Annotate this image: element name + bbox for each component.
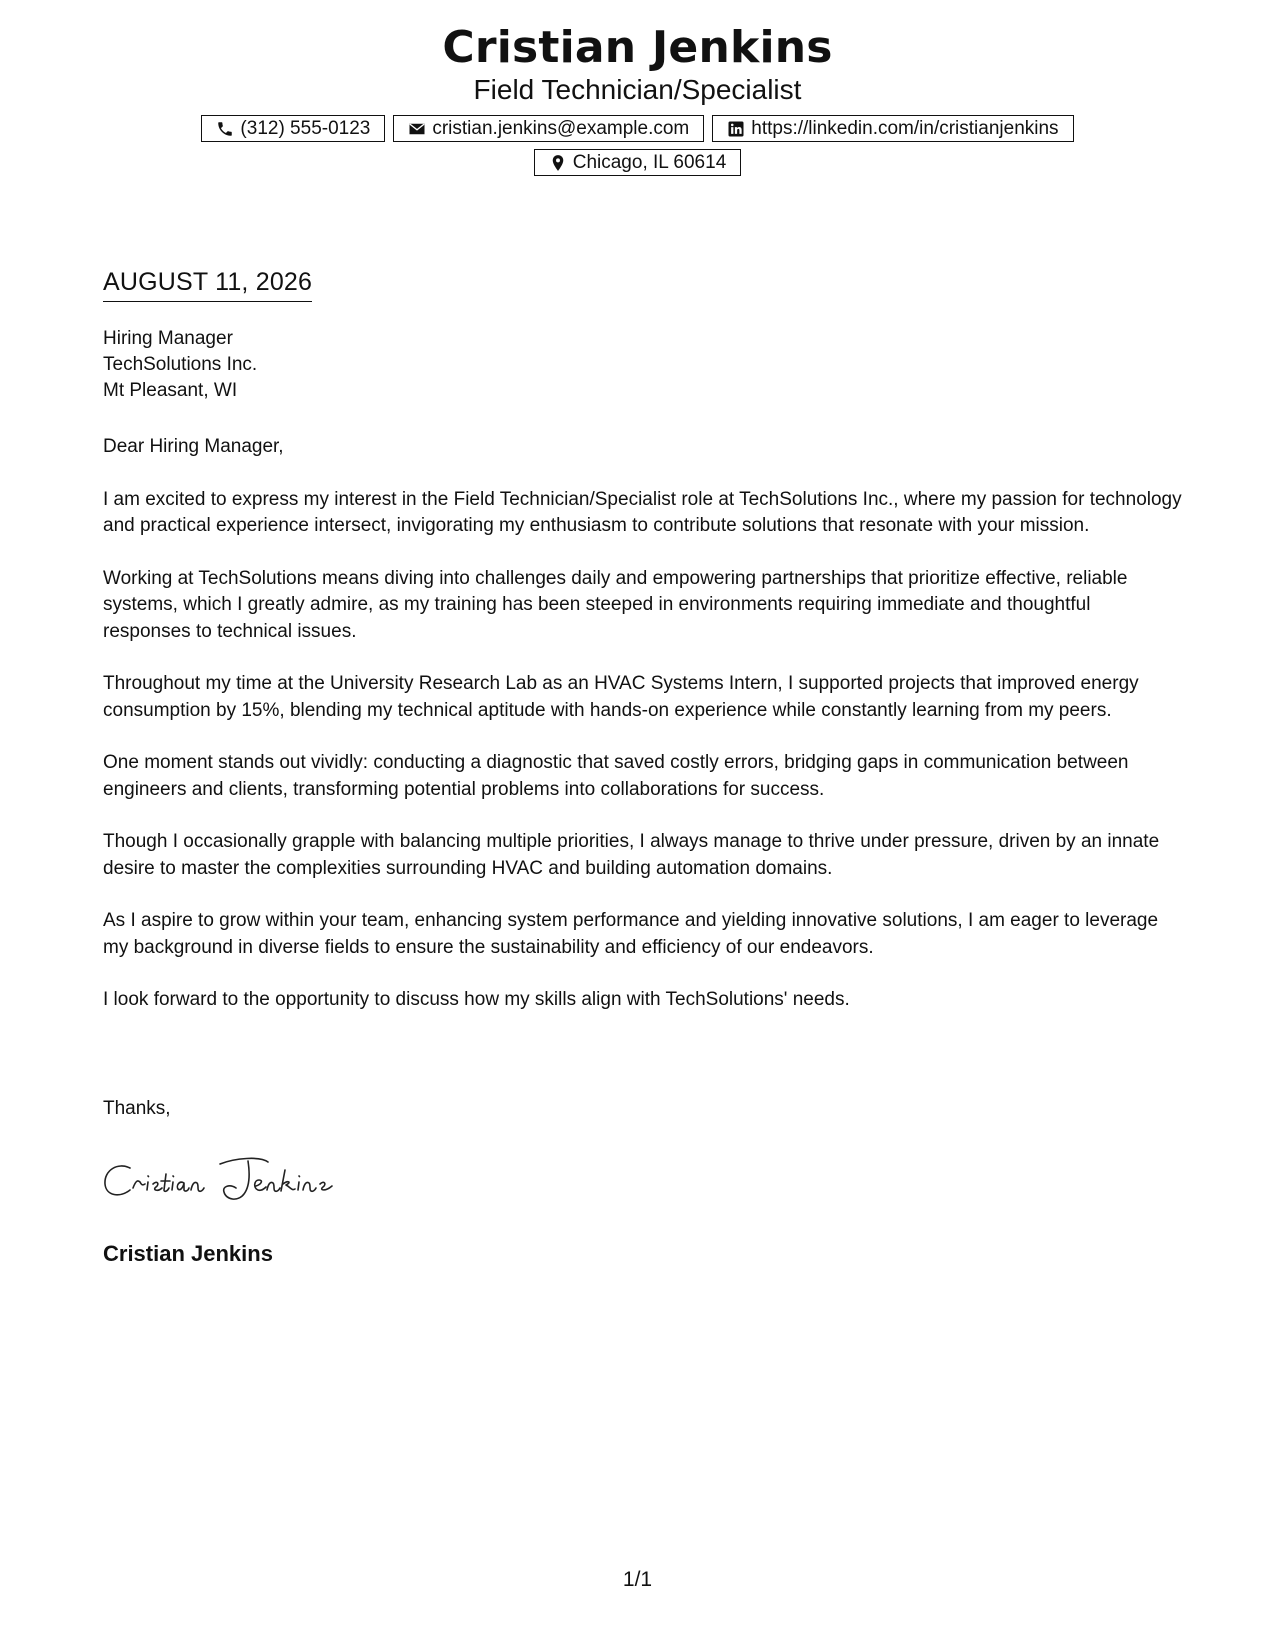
contact-email xyxy=(393,115,704,142)
recipient-company: TechSolutions Inc. xyxy=(103,354,258,375)
contact-location xyxy=(534,149,742,176)
letter-date: AUGUST 11, 2026 xyxy=(103,267,312,302)
body-paragraph: Working at TechSolutions means diving into challenges daily and empowering partnerships that prioritize effective, reliable systems, which I greatly admire, as my training has been steeped in environments requiring immediate and thoughtful responses to technical issues. xyxy=(103,567,1128,642)
body-paragraph: I look forward to the opportunity to discuss how my skills align with TechSolutions' needs. xyxy=(103,989,850,1010)
body-paragraph: Throughout my time at the University Research Lab as an HVAC Systems Intern, I supported projects that improved energy consumption by 15%, blending my technical aptitude with hands-on experience while constantly learning from my peers. xyxy=(103,673,1139,721)
body-paragraph: One moment stands out vividly: conducting a diagnostic that saved costly errors, bridging gaps in communication between engineers and clients, transforming potential problems into collaborations for success. xyxy=(103,752,1129,800)
closing: Thanks, xyxy=(103,1098,171,1119)
contact-row xyxy=(0,115,1275,142)
letter-header xyxy=(0,22,1275,176)
handwritten-signature xyxy=(100,1150,370,1210)
email-text: cristian.jenkins@example.com xyxy=(432,117,690,139)
map-pin-icon xyxy=(549,154,567,172)
body-paragraph: Though I occasionally grapple with balancing multiple priorities, I always manage to thrive under pressure, driven by an innate desire to master the complexities surrounding HVAC and building automation domains. xyxy=(103,831,1160,879)
recipient-location: Mt Pleasant, WI xyxy=(103,380,238,401)
recipient-name: Hiring Manager xyxy=(103,328,233,349)
phone-text: (312) 555-0123 xyxy=(240,117,371,139)
linkedin-text: https://linkedin.com/in/cristianjenkins xyxy=(751,117,1059,139)
phone-icon xyxy=(216,120,234,138)
body-paragraph: As I aspire to grow within your team, enhancing system performance and yielding innovative solutions, I am eager to leverage my background in diverse fields to ensure the sustainability and efficiency of our endeavors. xyxy=(103,910,1159,958)
applicant-name: Cristian Jenkins xyxy=(442,22,833,73)
recipient-block xyxy=(103,326,257,404)
linkedin-icon xyxy=(727,120,745,138)
contact-linkedin xyxy=(712,115,1073,142)
applicant-title: Field Technician/Specialist xyxy=(473,74,802,105)
contact-row-2 xyxy=(0,149,1275,176)
page-number: 1/1 xyxy=(622,1568,653,1591)
letter-body xyxy=(103,434,1183,1040)
body-paragraph: I am excited to express my interest in the Field Technician/Specialist role at TechSolutions Inc., where my passion for technology and practical experience intersect, invigorating my enthusiasm to contribute solutions that resonate with your mission. xyxy=(103,488,1182,536)
signer-name: Cristian Jenkins xyxy=(103,1241,273,1266)
envelope-icon xyxy=(408,120,426,138)
location-text: Chicago, IL 60614 xyxy=(572,151,727,173)
greeting: Dear Hiring Manager, xyxy=(103,436,284,457)
contact-phone xyxy=(201,115,385,142)
